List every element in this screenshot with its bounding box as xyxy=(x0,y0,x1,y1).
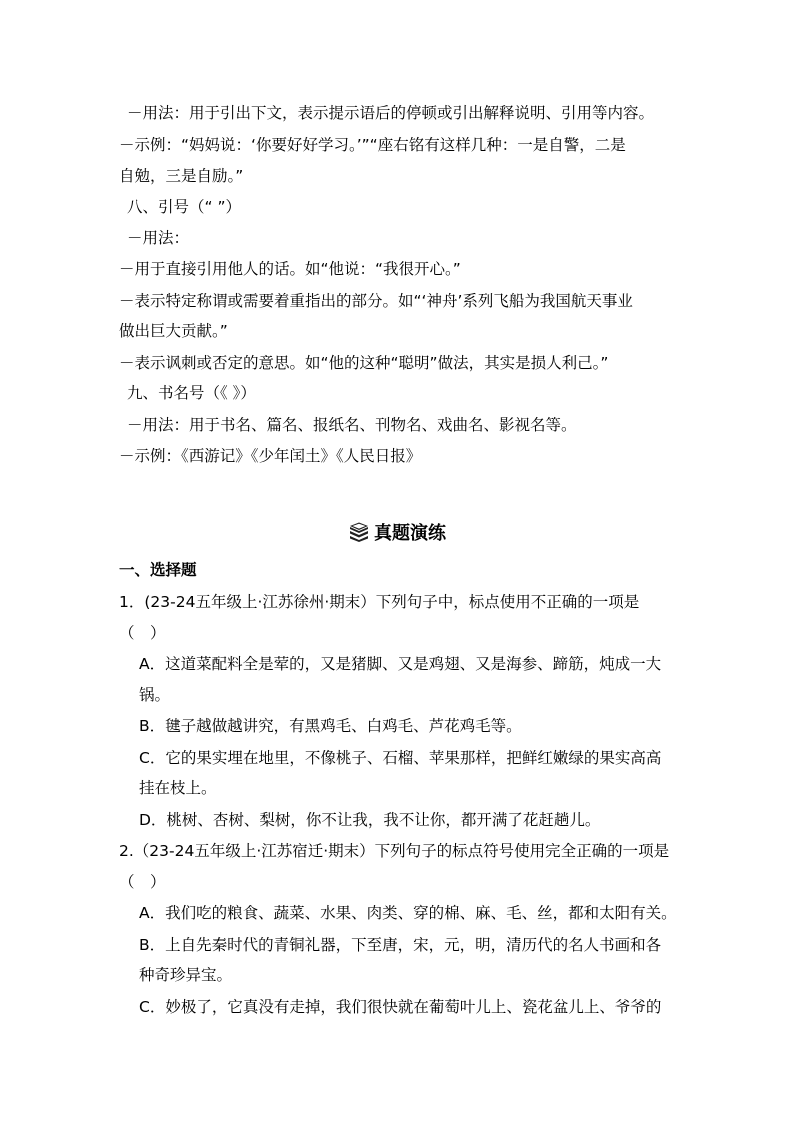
q2-stem-line-2: （ ） xyxy=(119,873,166,891)
book-section-title: 九、书名号（《 》） xyxy=(127,384,256,402)
colon-example-line-2: 自勉，三是自励。” xyxy=(119,167,244,185)
q1-option-b: B．毽子越做越讲究，有黑鸡毛、白鸡毛、芦花鸡毛等。 xyxy=(139,717,522,735)
q2-option-b-line-2: 种奇珍异宝。 xyxy=(139,966,233,984)
q1-stem-line-2: （ ） xyxy=(119,624,166,642)
q2-stem-line-1: 2.（23-24五年级上·江苏宿迁·期末）下列句子的标点符号使用完全正确的一项是 xyxy=(119,842,670,860)
quote-use-line-2a: －表示特定称谓或需要着重指出的部分。如“‘神舟’系列飞船为我国航天事业 xyxy=(119,292,633,310)
quote-usage-label: －用法： xyxy=(127,229,190,247)
q1-option-c-line-1: C．它的果实埋在地里，不像桃子、石榴、苹果那样，把鲜红嫩绿的果实高高 xyxy=(139,749,662,767)
books-icon xyxy=(348,522,370,549)
q2-option-a: A．我们吃的粮食、蔬菜、水果、肉类、穿的棉、麻、毛、丝，都和太阳有关。 xyxy=(139,904,677,922)
book-usage-line: －用法：用于书名、篇名、报纸名、刊物名、戏曲名、影视名等。 xyxy=(127,416,577,434)
q1-option-a-line-1: A．这道菜配料全是荤的，又是猪脚、又是鸡翅、又是海参、蹄筋，炖成一大 xyxy=(139,655,662,673)
quote-use-line-3: －表示讽刺或否定的意思。如“他的这种“聪明”做法，其实是损人利己。” xyxy=(119,354,609,372)
quote-use-line-2b: 做出巨大贡献。” xyxy=(119,322,228,340)
practice-heading-text: 真题演练 xyxy=(374,523,446,544)
q2-option-c-line-1: C．妙极了，它真没有走掉，我们很快就在葡萄叶儿上、瓷花盆儿上、爷爷的 xyxy=(139,998,662,1016)
q2-option-b-line-1: B．上自先秦时代的青铜礼器，下至唐，宋，元，明，清历代的名人书画和各 xyxy=(139,936,662,954)
section-title: 一、选择题 xyxy=(119,561,197,579)
q1-option-c-line-2: 挂在枝上。 xyxy=(139,779,217,797)
q1-option-d: D．桃树、杏树、梨树，你不让我，我不让你，都开满了花赶趟儿。 xyxy=(139,811,601,829)
q1-stem-line-1: 1．(23-24五年级上·江苏徐州·期末）下列句子中，标点使用不正确的一项是 xyxy=(119,593,640,611)
q1-option-a-line-2: 锅。 xyxy=(139,686,171,704)
quote-section-title: 八、引号（“ ”） xyxy=(127,198,241,216)
quote-use-line-1: －用于直接引用他人的话。如“他说：“我很开心。” xyxy=(119,260,461,278)
practice-heading xyxy=(0,522,794,549)
colon-example-line-1: －示例：“妈妈说：‘你要好好学习。’”“座右铭有这样几种：一是自警，二是 xyxy=(119,136,626,154)
colon-usage-line: －用法：用于引出下文，表示提示语后的停顿或引出解释说明、引用等内容。 xyxy=(127,104,655,122)
book-example-line: －示例：《西游记》《少年闰土》《人民日报》 xyxy=(119,447,422,465)
